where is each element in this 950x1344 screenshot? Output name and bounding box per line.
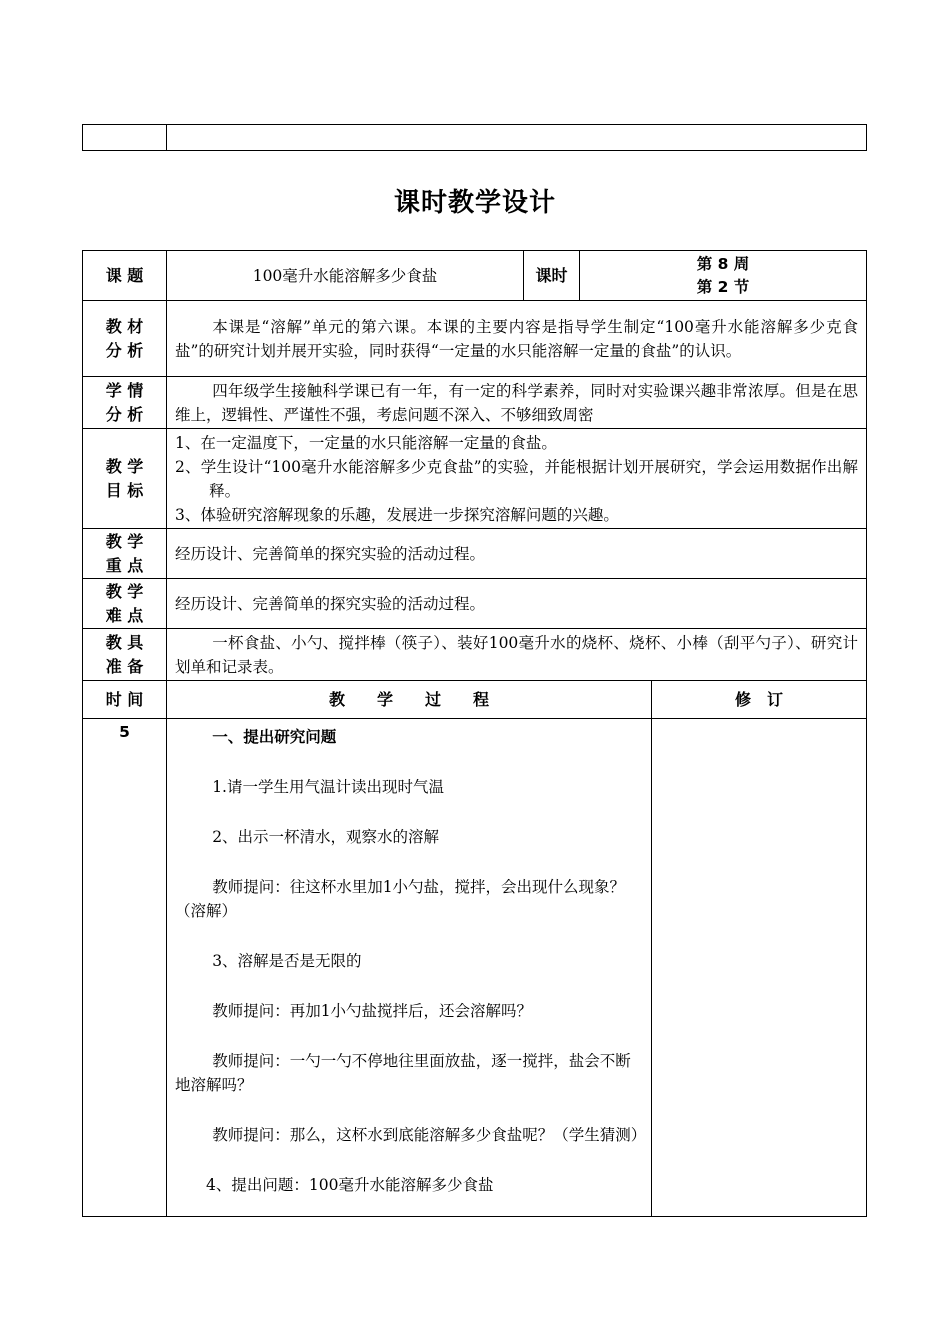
process-step-4: 3、溶解是否是无限的 (212, 952, 362, 970)
process-step-8: 4、提出问题：100毫升水能溶解多少食盐 (206, 1176, 494, 1194)
students-row (83, 377, 867, 429)
header-blank-row (83, 125, 867, 151)
difficulties-content: 经历设计、完善简单的探究实验的活动过程。 (167, 579, 867, 629)
materials-prep-label-line-1: 教 具 (105, 632, 144, 652)
difficulties-label-line-2: 难 点 (105, 605, 144, 625)
process-header-revision: 修 订 (652, 681, 867, 719)
materials-prep-row (83, 629, 867, 681)
process-step-1: 1.请一学生用气温计读出现时气温 (212, 778, 444, 796)
key-points-label-line-1: 教 学 (105, 531, 144, 551)
material-text: 本课是“溶解”单元的第六课。本课的主要内容是指导学生制定“100毫升水能溶解多少克食盐”的研究计划并展开实验，同时获得“一定量的水只能溶解一定量的食盐”的认识。 (175, 317, 858, 360)
page-title: 课时教学设计 (393, 188, 556, 218)
goals-content (167, 429, 867, 529)
topic-label: 课 题 (83, 251, 167, 301)
goal-item-2: 2、学生设计“100毫升水能溶解多少克食盐”的实验，并能根据计划开展研究，学会运用数据作出解释。 (175, 457, 858, 500)
key-points-label (83, 529, 167, 579)
goal-item-3: 3、体验研究溶解现象的乐趣，发展进一步探究溶解问题的兴趣。 (175, 505, 619, 524)
process-heading: 一、提出研究问题 (212, 728, 337, 746)
material-label-line-1: 教 材 (105, 316, 144, 336)
period-value (580, 251, 867, 301)
process-row (83, 719, 867, 1217)
material-label (83, 301, 167, 377)
process-content (167, 719, 652, 1217)
goals-label (83, 429, 167, 529)
difficulties-label-line-1: 教 学 (105, 581, 144, 601)
process-step-3: 教师提问：往这杯水里加1小勺盐，搅拌，会出现什么现象？（溶解） (175, 878, 626, 920)
process-step-2: 2、出示一杯清水，观察水的溶解 (212, 828, 440, 846)
material-label-line-2: 分 析 (105, 340, 144, 360)
week-value: 第 8 周 (696, 254, 750, 273)
key-points-row (83, 529, 867, 579)
goals-label-line-1: 教 学 (105, 456, 144, 476)
students-label-line-1: 学 情 (105, 380, 144, 400)
students-content (167, 377, 867, 429)
process-header-process: 教 学 过 程 (167, 681, 652, 719)
difficulties-label (83, 579, 167, 629)
goals-label-line-2: 目 标 (105, 480, 144, 500)
lesson-plan-table (82, 250, 867, 1217)
header-blank-cell-right (167, 125, 867, 151)
process-revision (652, 719, 867, 1217)
section-value: 第 2 节 (696, 277, 750, 296)
topic-value: 100毫升水能溶解多少食盐 (167, 251, 524, 301)
material-content (167, 301, 867, 377)
goal-item-1: 1、在一定温度下，一定量的水只能溶解一定量的食盐。 (175, 433, 557, 452)
header-blank-table (82, 124, 867, 151)
materials-prep-content (167, 629, 867, 681)
materials-prep-label-line-2: 准 备 (105, 656, 144, 676)
process-step-7: 教师提问：那么，这杯水到底能溶解多少食盐呢？（学生猜测） (212, 1126, 647, 1144)
students-label-line-2: 分 析 (105, 404, 144, 424)
key-points-content: 经历设计、完善简单的探究实验的活动过程。 (167, 529, 867, 579)
process-header-time: 时 间 (83, 681, 167, 719)
students-text: 四年级学生接触科学课已有一年，有一定的科学素养，同时对实验课兴趣非常浓厚。但是在思维上，逻辑性、严谨性不强，考虑问题不深入、不够细致周密 (175, 381, 858, 424)
process-header-row (83, 681, 867, 719)
goals-row (83, 429, 867, 529)
material-row (83, 301, 867, 377)
students-label (83, 377, 167, 429)
period-label: 课时 (524, 251, 580, 301)
key-points-label-line-2: 重 点 (105, 555, 144, 575)
process-time: 5 (83, 719, 167, 1217)
difficulties-row (83, 579, 867, 629)
process-step-6: 教师提问：一勺一勺不停地往里面放盐，逐一搅拌，盐会不断地溶解吗？ (175, 1052, 631, 1094)
materials-prep-label (83, 629, 167, 681)
materials-prep-text: 一杯食盐、小勺、搅拌棒（筷子）、装好100毫升水的烧杯、烧杯、小棒（刮平勺子）、研究计划单和记录表。 (175, 633, 858, 676)
process-step-5: 教师提问：再加1小勺盐搅拌后，还会溶解吗？ (212, 1002, 533, 1020)
topic-row (83, 251, 867, 301)
header-blank-cell-left (83, 125, 167, 151)
